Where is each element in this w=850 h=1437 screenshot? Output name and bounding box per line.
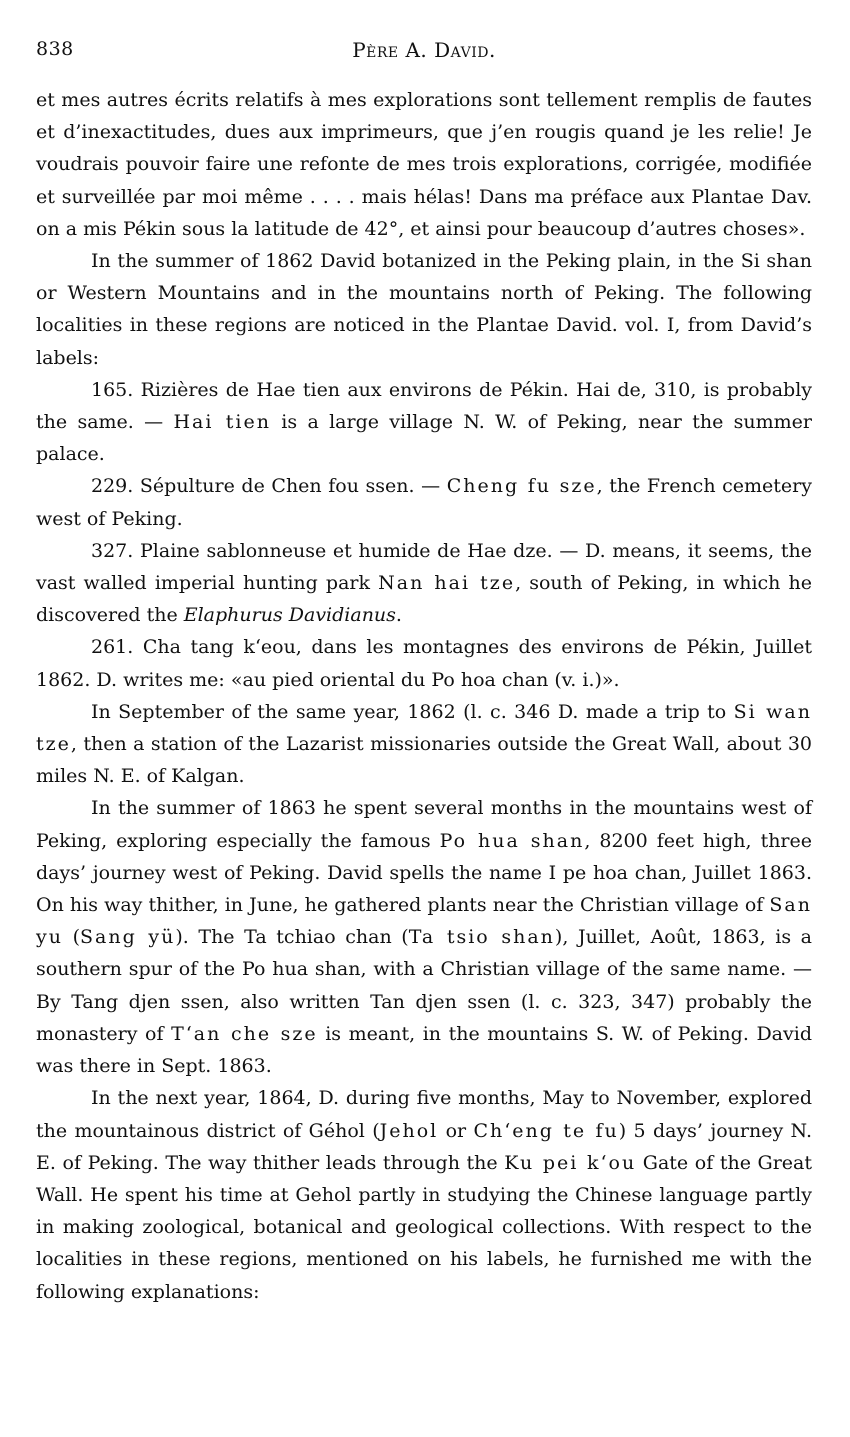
- place-name: Si wan tze: [36, 700, 812, 756]
- place-name: Cheng fu sze: [446, 475, 597, 498]
- paragraph-summer-1862: In the summer of 1862 David botanized in the Peking plain, in the Si shan or Western Mountains and in the mountains north of Peking. The following localities in these regions are noticed in the Plantae David. vol. I, from David’s labels:: [36, 250, 812, 369]
- text-run: is a large village N. W. of Peking, near the summer palace.: [36, 411, 812, 466]
- text-run: ). The Ta tchiao chan (: [175, 926, 409, 949]
- place-name: San yu: [36, 894, 812, 949]
- species-name: Elaphurus Davidianus: [183, 604, 396, 627]
- text-run: is meant, in the mountains S. W. of Peking. David was there in Sept. 1863.: [36, 1022, 812, 1078]
- paragraph-september-1862: [36, 696, 812, 793]
- paragraph-summer-1863: [36, 792, 812, 1082]
- body-text: [36, 84, 812, 1308]
- place-name: Chʻeng te fu: [473, 1119, 619, 1142]
- book-page: [36, 34, 812, 1308]
- place-name: Ta tsio shan: [408, 926, 555, 949]
- text-run: .: [395, 604, 402, 627]
- text-run: 229. Sépulture de Chen fou ssen. —: [91, 475, 447, 498]
- page-number: 838: [36, 38, 74, 60]
- place-name: Jehol: [379, 1119, 439, 1142]
- paragraph-label-261: 261. Cha tang kʻeou, dans les montagnes des environs de Pékin, Juillet 1862. D. writes me: «au pied oriental du Po hoa chan (v. i.)».: [36, 636, 812, 691]
- place-name: Po hua shan: [439, 829, 585, 852]
- place-name: Hai tien: [173, 411, 271, 434]
- paragraph-continuation: et mes autres écrits relatifs à mes explorations sont tellement remplis de fautes et d’inexactitudes, dues aux imprimeurs, que j’en rougis quand je les relie! Je voudrais pouvoir faire une refonte de mes trois explorations, corrigée, modifiée et surveillée par moi même . . . . mais hélas! Dans ma préface aux Plantae Dav. on a mis Pékin sous la latitude de 42°, et ainsi pour beaucoup d’autres choses».: [36, 89, 812, 240]
- text-run: , 8200 feet high, three days’ journey west of Peking. David spells the name I pe hoa chan, Juillet 1863. On his way thither, in June, he gathered plants near the Christian village of: [36, 829, 813, 917]
- paragraph-label-327: [36, 535, 812, 632]
- place-name: Tʻan che sze: [171, 1022, 318, 1045]
- text-run: In the next year, 1864, D. during five months, May to November, explored the mountainous district of Géhol (: [36, 1087, 812, 1142]
- text-run: 327. Plaine sablonneuse et humide de Hae dze. — D. means, it seems, the vast walled imperial hunting park: [36, 539, 812, 595]
- text-run: 165. Rizières de Hae tien aux environs de Pékin. Hai de, 310, is probably the same. —: [36, 378, 812, 434]
- paragraph-year-1864: [36, 1082, 812, 1307]
- paragraph-label-229: [36, 470, 812, 534]
- place-name: Ku pei kʻou: [504, 1151, 637, 1174]
- text-run: ) 5 days’ journey N. E. of Peking. The way thither leads through the: [36, 1119, 812, 1174]
- text-run: (: [62, 926, 81, 949]
- text-run: or: [438, 1119, 474, 1142]
- text-run: , the French cemetery west of Peking.: [36, 475, 812, 530]
- text-run: , then a station of the Lazarist missionaries outside the Great Wall, about 30 miles N. E. of Kalgan.: [36, 733, 812, 788]
- running-title: Père A. David.: [352, 38, 496, 62]
- text-run: ), Juillet, Août, 1863, is a southern spur of the Po hua shan, with a Christian village of the same name. — By Tang djen ssen, also written Tan djen ssen (l. c. 323, 347) probably the monastery of: [36, 926, 813, 1045]
- place-name: Sang yü: [80, 926, 176, 949]
- text-run: In September of the same year, 1862 (l. c. 346 D. made a trip to: [91, 700, 734, 723]
- text-run: , south of Peking, in which he discovered the: [36, 572, 812, 627]
- text-run: In the summer of 1863 he spent several months in the mountains west of Peking, exploring especially the famous: [36, 797, 812, 852]
- running-head: [36, 34, 812, 70]
- place-name: Nan hai tze: [378, 572, 516, 595]
- paragraph-label-165: [36, 374, 812, 471]
- text-run: Gate of the Great Wall. He spent his time at Gehol partly in studying the Chinese language partly in making zoological, botanical and geological collections. With respect to the localities in these regions, mentioned on his labels, he furnished me with the following explanations:: [36, 1151, 812, 1303]
